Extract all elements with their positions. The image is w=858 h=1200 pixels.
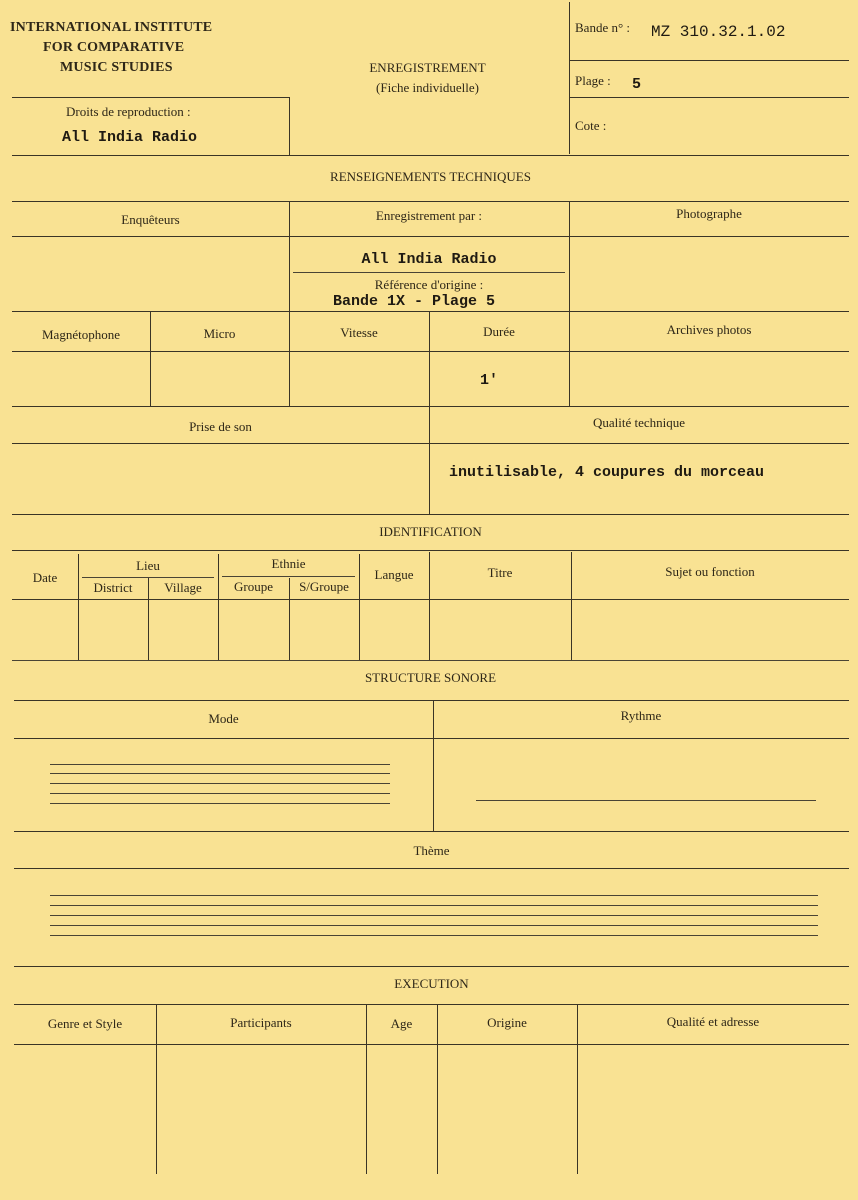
bande-underline: [569, 60, 849, 61]
lieu-underline: [82, 577, 214, 578]
village-label: Village: [164, 580, 202, 595]
tech-bottom-line: [12, 514, 849, 515]
rythme-line: [476, 800, 816, 801]
tech-row2-mid: [12, 351, 849, 352]
qualite-label: Qualité technique: [592, 415, 686, 430]
ident-header-bottom: [12, 599, 849, 600]
enqueteurs-label: Enquêteurs: [121, 212, 180, 227]
origine-label: Origine: [487, 1015, 527, 1030]
theme-staff-line-3: [50, 915, 818, 916]
execution-header-bottom: [14, 1044, 849, 1045]
reference-value: Bande 1X - Plage 5: [332, 293, 496, 310]
rythme-label: Rythme: [620, 708, 662, 723]
theme-top-line: [14, 831, 849, 832]
theme-bottom-line: [14, 966, 849, 967]
identification-section-title: IDENTIFICATION: [379, 524, 482, 539]
plage-value: 5: [632, 76, 642, 93]
magnetophone-label: Magnétophone: [42, 327, 120, 342]
cote-label: Cote :: [575, 118, 607, 133]
sujet-label: Sujet ou fonction: [665, 564, 755, 579]
reference-underline: [293, 272, 565, 273]
technical-section-title: RENSEIGNEMENTS TECHNIQUES: [330, 169, 531, 184]
institute-line2: FOR COMPARATIVE: [43, 40, 185, 55]
qualite-value: inutilisable, 4 coupures du morceau: [449, 464, 765, 481]
vitesse-label: Vitesse: [340, 325, 378, 340]
execution-section-title: EXECUTION: [394, 976, 469, 991]
reference-label: Référence d'origine :: [374, 277, 484, 292]
mode-label: Mode: [208, 711, 239, 726]
droits-label: Droits de reproduction :: [66, 104, 191, 119]
sgroupe-label: S/Groupe: [299, 579, 349, 594]
age-label: Age: [390, 1016, 413, 1031]
theme-label: Thème: [413, 843, 450, 858]
micro-label: Micro: [203, 326, 236, 341]
theme-staff-line-2: [50, 905, 818, 906]
langue-label: Langue: [374, 567, 414, 582]
header-bottom-line: [12, 155, 849, 156]
mode-staff-line-5: [50, 803, 390, 804]
ethnie-underline: [222, 576, 355, 577]
duree-label: Durée: [483, 324, 515, 339]
institute-line1: INTERNATIONAL INSTITUTE: [10, 20, 213, 35]
header-right-divider: [569, 2, 570, 154]
bande-value: MZ 310.32.1.02: [651, 23, 786, 41]
date-label: Date: [32, 570, 58, 585]
genre-label: Genre et Style: [47, 1016, 123, 1031]
form-title: ENREGISTREMENT: [369, 60, 486, 75]
structure-top-line: [14, 700, 849, 701]
execution-top-line: [14, 1004, 849, 1005]
tech-header-bottom: [12, 236, 849, 237]
titre-label: Titre: [487, 565, 513, 580]
groupe-label: Groupe: [234, 579, 273, 594]
qualite-adresse-label: Qualité et adresse: [666, 1014, 760, 1029]
structure-section-title: STRUCTURE SONORE: [364, 670, 497, 685]
plage-underline: [569, 97, 849, 98]
tech-row3-mid: [12, 443, 849, 444]
droits-value: All India Radio: [62, 129, 198, 146]
district-label: District: [93, 580, 133, 595]
ident-top-line: [12, 550, 849, 551]
duree-value: 1': [479, 372, 498, 389]
structure-header-bottom: [14, 738, 849, 739]
theme-header-bottom: [14, 868, 849, 869]
form-subtitle: (Fiche individuelle): [376, 80, 479, 95]
participants-label: Participants: [230, 1015, 292, 1030]
droits-top-line: [12, 97, 289, 98]
ident-bottom-line: [12, 660, 849, 661]
tech-header-top: [12, 201, 849, 202]
droits-right-divider: [289, 97, 290, 155]
lieu-label: Lieu: [136, 558, 160, 573]
ethnie-label: Ethnie: [271, 556, 306, 571]
prise-label: Prise de son: [189, 419, 252, 434]
theme-staff-line-1: [50, 895, 818, 896]
bande-label: Bande n° :: [575, 20, 631, 35]
enregistrement-value: All India Radio: [361, 251, 497, 268]
plage-label: Plage :: [575, 73, 611, 88]
mode-staff-line-4: [50, 793, 390, 794]
enregistrement-label: Enregistrement par :: [375, 208, 483, 223]
mode-staff-line-3: [50, 783, 390, 784]
mode-staff-line-2: [50, 773, 390, 774]
photographe-label: Photographe: [676, 206, 742, 221]
archives-label: Archives photos: [666, 322, 752, 337]
theme-staff-line-4: [50, 925, 818, 926]
mode-staff-line-1: [50, 764, 390, 765]
institute-line3: MUSIC STUDIES: [60, 60, 173, 75]
tech-row2-top: [12, 311, 849, 312]
theme-staff-line-5: [50, 935, 818, 936]
tech-row3-top: [12, 406, 849, 407]
